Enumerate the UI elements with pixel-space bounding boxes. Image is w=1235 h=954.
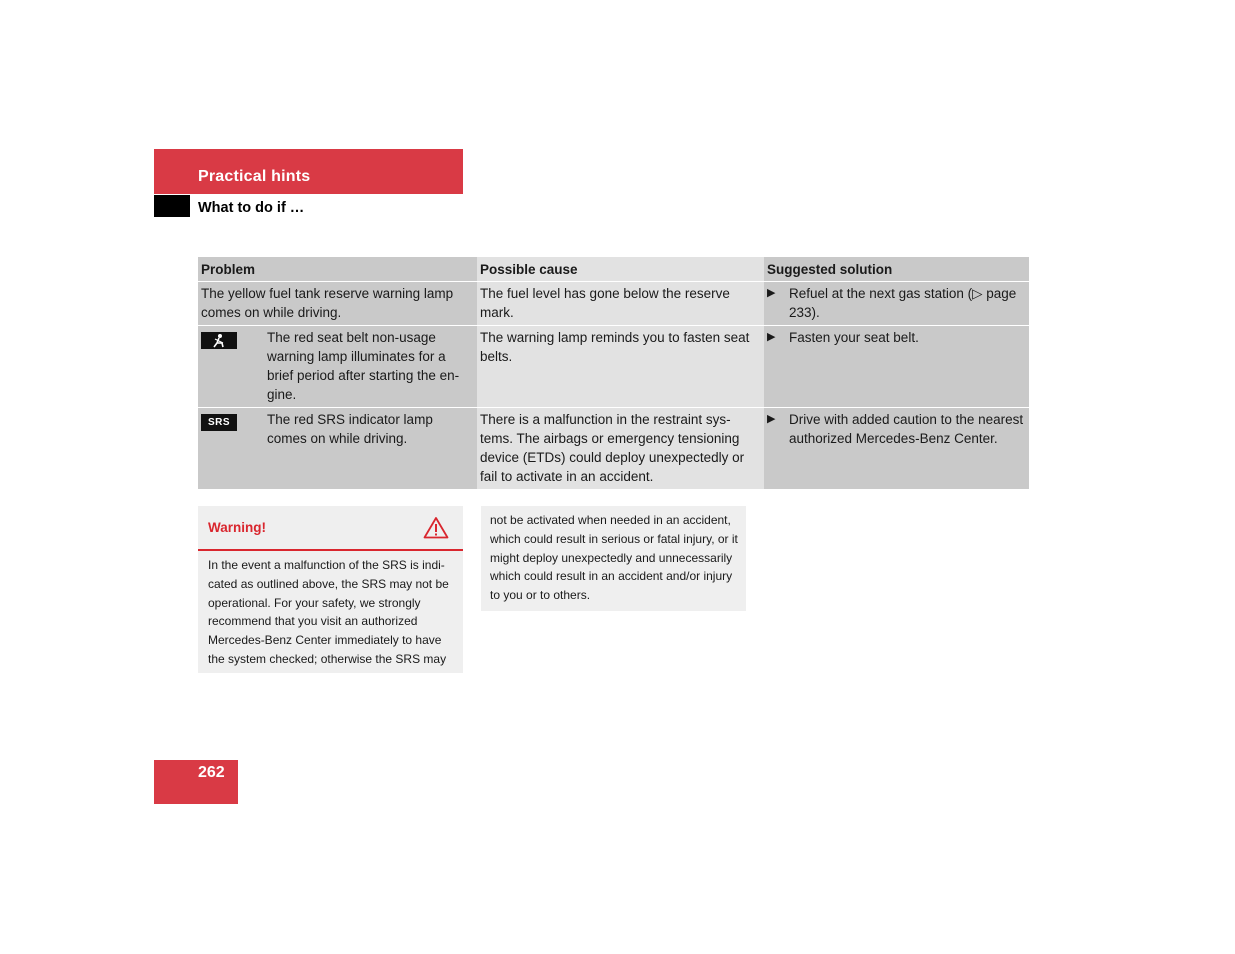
troubleshooting-table (198, 257, 1029, 490)
table-row (198, 408, 1029, 490)
warning-text: In the event a malfunction of the SRS is indi-cated as outlined above, the SRS may not be operational. For your safety, we strongly recommend that you visit an authorized Mercedes-Benz Center immediately to have the system checked; otherwise the SRS may (208, 558, 449, 666)
bullet-arrow-icon: ▶ (767, 331, 776, 343)
solution-cell (764, 326, 1029, 408)
section-marker (154, 195, 190, 217)
warning-triangle-icon (423, 516, 449, 544)
cause-text: The fuel level has gone below the reserve mark. (480, 286, 730, 320)
problem-cell (198, 282, 477, 326)
srs-indicator-icon: SRS (201, 414, 237, 431)
table-row (198, 282, 1029, 326)
column-header-cause: Possible cause (477, 257, 764, 282)
section-title: Practical hints (198, 168, 311, 185)
problem-cell (198, 408, 477, 490)
column-header-problem: Problem (198, 257, 477, 282)
bullet-arrow-icon: ▶ (767, 413, 776, 425)
warning-continued-text: not be activated when needed in an accident, which could result in serious or fatal injury, or it might deploy unexpectedly and unnecessarily which could result in an accident and/or injury to you or to others. (490, 513, 738, 603)
problem-text: The red SRS indicator lamp comes on while driving. (267, 412, 433, 446)
warning-continued-box (481, 506, 746, 611)
column-header-solution: Suggested solution (764, 257, 1029, 282)
page-number: 262 (198, 764, 225, 781)
subsection-title: What to do if … (198, 200, 305, 216)
problem-cell (198, 326, 477, 408)
solution-cell (764, 282, 1029, 326)
warning-title: Warning! (208, 520, 266, 535)
page-number-tab (154, 760, 238, 804)
cause-cell (477, 282, 764, 326)
problem-text: The yellow fuel tank reserve warning lamp comes on while driving. (201, 286, 454, 320)
warning-header (198, 506, 463, 551)
solution-text: Drive with added caution to the nearest authorized Mercedes-Benz Center. (789, 412, 1024, 446)
solution-text: Refuel at the next gas station (▷ page 233). (789, 286, 1017, 320)
problem-text: The red seat belt non-usage warning lamp illuminates for a brief period after starting the en-gine. (267, 330, 460, 402)
warning-box (198, 506, 463, 673)
solution-cell (764, 408, 1029, 490)
table-header-row (198, 257, 1029, 282)
cause-cell (477, 326, 764, 408)
table-row (198, 326, 1029, 408)
cause-text: The warning lamp reminds you to fasten seat belts. (480, 330, 750, 364)
solution-text: Fasten your seat belt. (789, 330, 919, 345)
seat-belt-warning-icon (201, 332, 237, 349)
bullet-arrow-icon: ▶ (767, 287, 776, 299)
cause-text: There is a malfunction in the restraint sys-tems. The airbags or emergency tensioning device (ETDs) could deploy unexpectedly or fail to activate in an accident. (480, 412, 745, 484)
cause-cell (477, 408, 764, 490)
